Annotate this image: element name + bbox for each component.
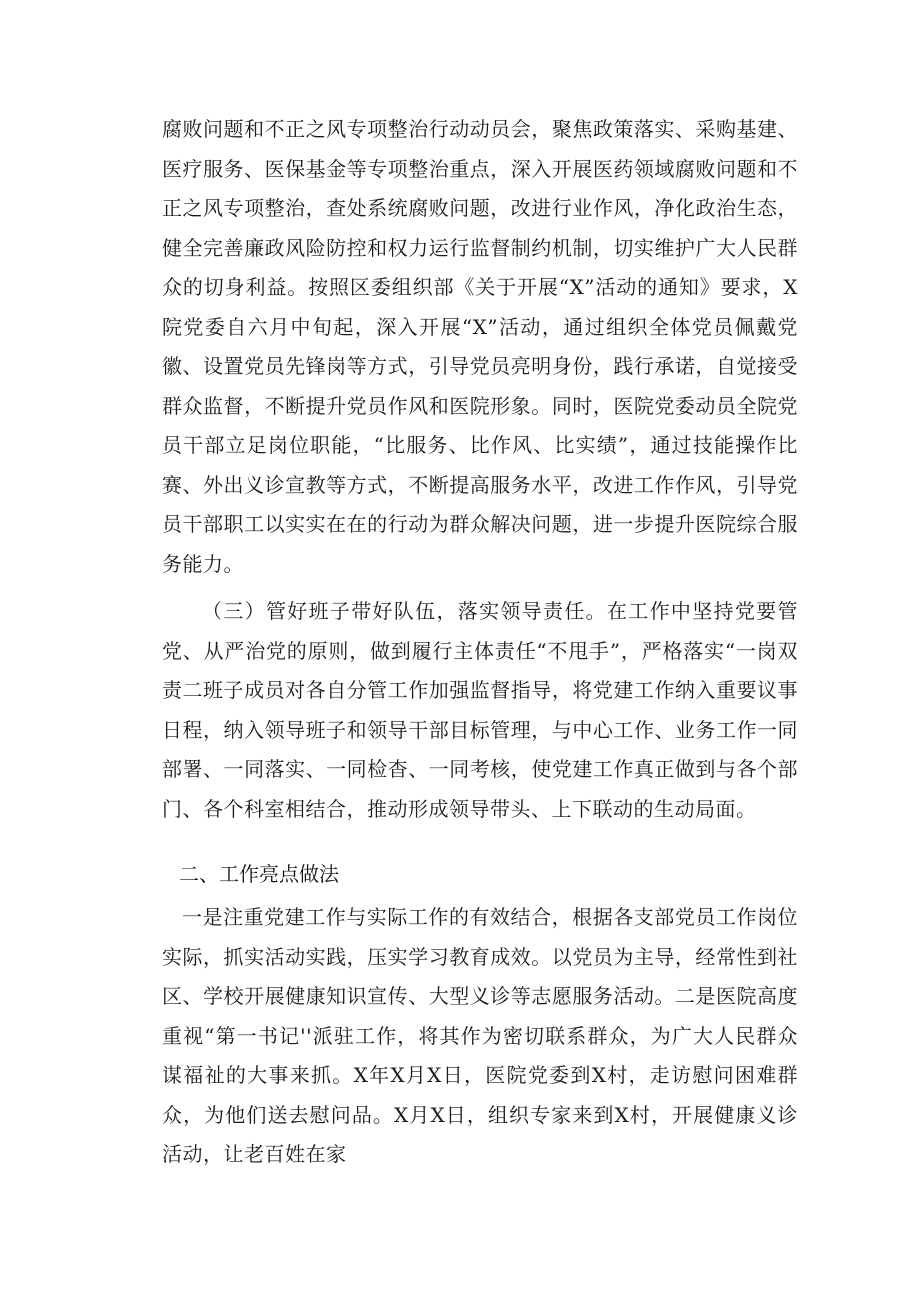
body-paragraph: （三）管好班子带好队伍，落实领导责任。在工作中坚持党要管党、从严治党的原则，做到履行主体责任“不甩手”，严格落实“一岗双责二班子成员对各自分管工作加强监督指导，将党建工作纳入重要议事日程，纳入领导班子和领导干部目标管理，与中心工作、业务工作一同部署、一同落实、一同检杳、一同考核，使党建工作真正做到与各个部门、各个科室相结合，推动形成领导带头、上下联动的生动局面。 (162, 599, 798, 821)
body-paragraph: 一是注重党建工作与实际工作的有效结合，根据各支部党员工作岗位实际，抓实活动实践，压实学习教育成效。以党员为主导，经常性到社区、学校开展健康知识宣传、大型义诊等志愿服务活动。二是医院高度重视“第一书记''派驻工作，将其作为密切联系群众，为广大人民群众谋福祉的大事来抓。X年X月X日，医院党委到X村，走访慰问困难群众，为他们送去慰问品。X月X日，组织专家来到X村，开展健康义诊活动，让老百姓在家 (162, 905, 798, 1166)
section-heading: 二、工作亮点做法 (179, 862, 339, 886)
body-paragraph: 腐败问题和不正之风专项整治行动动员会，聚焦政策落实、采购基建、医疗服务、医保基金等专项整治重点，深入开展医药领域腐败问题和不正之风专项整治，查处系统腐败问题，改进行业作风，净化政治生态，健全完善廉政风险防控和权力运行监督制约机制，切实维护广大人民群众的切身利益。按照区委组织部《关于开展“X”活动的通知》要求，X院党委自六月中旬起，深入开展“X”活动，通过组织全体党员佩戴党徽、设置党员先锋岗等方式，引导党员亮明身份，践行承诺，自觉接受群众监督，不断提升党员作风和医院形象。同时，医院党委动员全院党员干部立足岗位职能，“比服务、比作风、比实绩”，通过技能操作比赛、外出义诊宣教等方式，不断提高服务水平，改进工作作风，引导党员干部职工以实实在在的行动为群众解决问题，进一步提升医院综合服务能力。 (162, 117, 798, 576)
